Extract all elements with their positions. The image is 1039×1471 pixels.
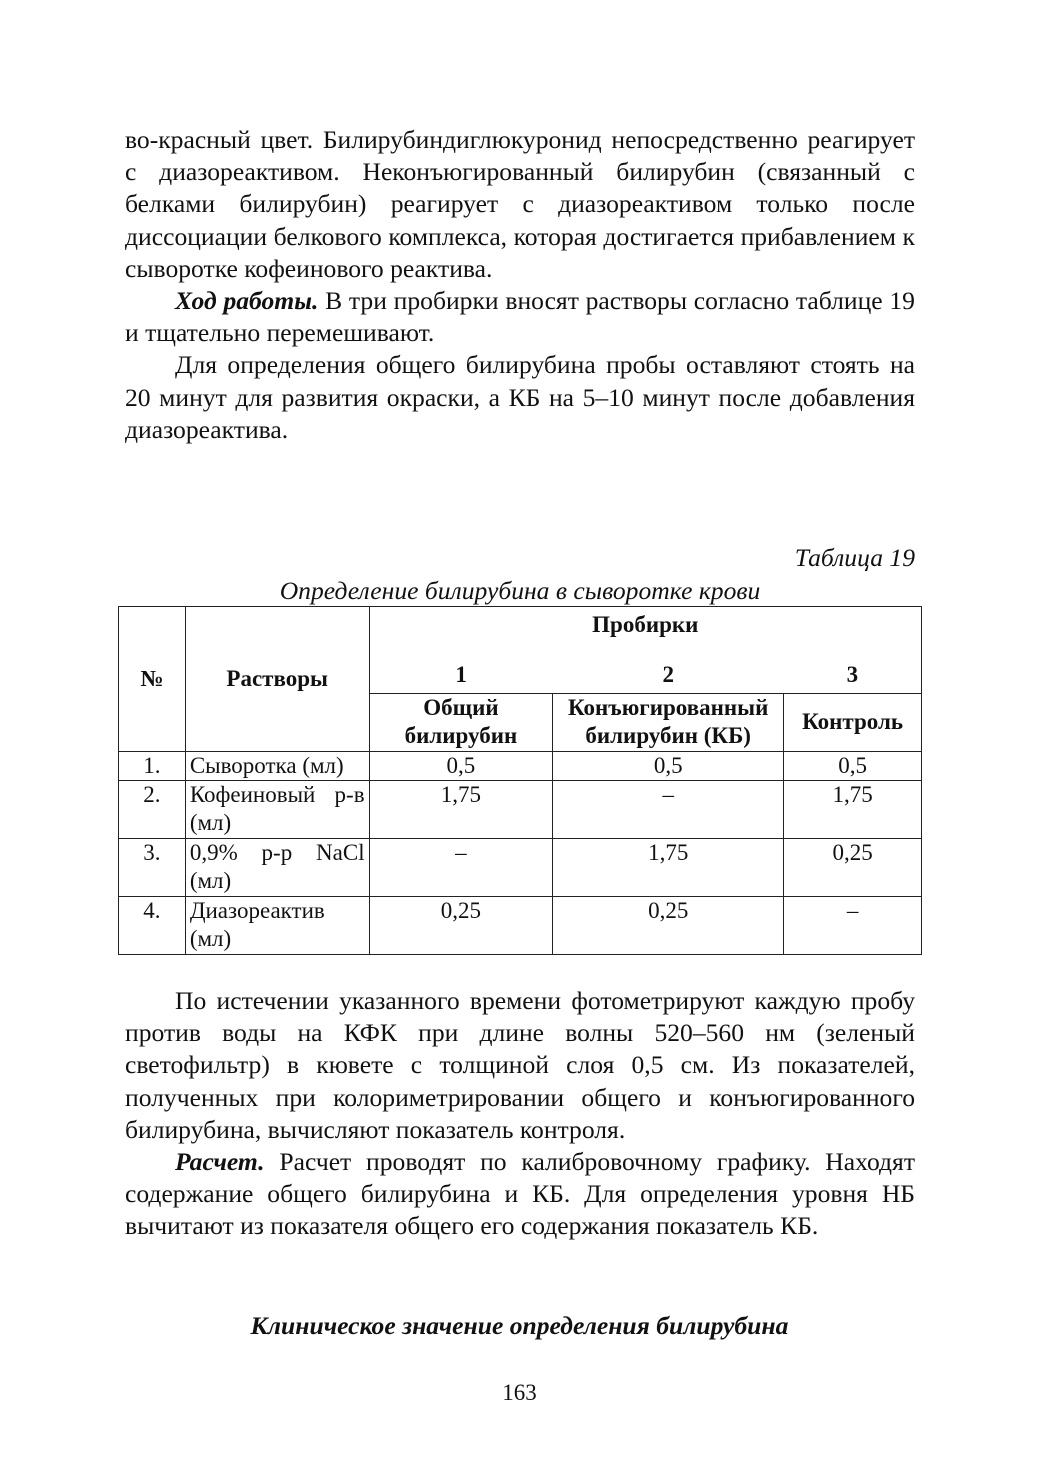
table-row xyxy=(119,780,922,838)
bottom-text-block xyxy=(125,985,915,1243)
paragraph-reaction: во-красный цвет. Билирубиндиглюкуронид непосредственно реагирует с диазореактивом. Неконъюгированный билирубин (связанный с белками билирубин) реагирует с диазореактивом только после диссоциации белкового комплекса, которая достигается прибавлением к сыворотке кофеинового реактива. xyxy=(125,125,915,283)
row-value-tube-1: 0,25 xyxy=(369,896,553,954)
header-number: № xyxy=(119,607,186,752)
row-number: 3. xyxy=(119,838,186,896)
table-number-label: Таблица 19 xyxy=(794,543,915,572)
row-solution: Сыворотка (мл) xyxy=(185,751,369,780)
page-number: 163 xyxy=(502,1380,537,1405)
table-row xyxy=(119,838,922,896)
paragraph-procedure xyxy=(125,285,915,349)
row-value-tube-1: – xyxy=(369,838,553,896)
row-solution: Кофеиновый р-в (мл) xyxy=(185,780,369,838)
row-value-tube-2: 0,25 xyxy=(553,896,784,954)
procedure-heading: Ход работы. xyxy=(175,286,319,316)
section-subheading: Клиническое значение определения билирубина xyxy=(250,1311,789,1340)
row-value-tube-3: 0,5 xyxy=(784,751,922,780)
row-value-tube-3: – xyxy=(784,896,922,954)
header-control: Контроль xyxy=(784,693,922,751)
table-row xyxy=(119,896,922,954)
calculation-text: Расчет проводят по калибровочному графику. Находят содержание общего билирубина и КБ. Для определения уровня НБ вычитают из показателя общего его содержания показатель КБ. xyxy=(125,1147,915,1241)
table-row xyxy=(119,751,922,780)
row-value-tube-2: 0,5 xyxy=(553,751,784,780)
bilirubin-table xyxy=(118,606,922,955)
row-number: 4. xyxy=(119,896,186,954)
procedure-text: В три пробирки вносят растворы согласно таблице 19 и тщательно перемешивают. xyxy=(125,286,915,348)
paragraph-incubation: Для определения общего билирубина пробы оставляют стоять на 20 минут для развития окраски, а КБ на 5–10 минут после добавления диазореактива. xyxy=(125,350,915,444)
row-solution: Диазореактив (мл) xyxy=(185,896,369,954)
header-solutions: Растворы xyxy=(185,607,369,752)
row-value-tube-1: 0,5 xyxy=(369,751,553,780)
header-tubes: Пробирки xyxy=(369,607,921,693)
row-value-tube-3: 1,75 xyxy=(784,780,922,838)
row-value-tube-3: 0,25 xyxy=(784,838,922,896)
header-tube-3: 3 xyxy=(846,661,859,687)
top-text-block xyxy=(125,124,915,446)
paragraph-calculation xyxy=(125,1146,915,1243)
row-solution: 0,9% р-р NaCl (мл) xyxy=(185,838,369,896)
table-caption: Определение билирубина в сыворотке крови xyxy=(279,576,761,605)
row-value-tube-1: 1,75 xyxy=(369,780,553,838)
header-tube-1: 1 xyxy=(455,661,467,687)
calculation-heading: Расчет. xyxy=(175,1147,265,1177)
row-value-tube-2: – xyxy=(553,780,784,838)
row-number: 2. xyxy=(119,780,186,838)
header-total-bilirubin: Общий билирубин xyxy=(369,693,553,751)
row-value-tube-2: 1,75 xyxy=(553,838,784,896)
header-tube-2: 2 xyxy=(662,661,674,687)
paragraph-photometry: По истечении указанного времени фотометрируют каждую пробу против воды на КФК при длине волны 520–560 нм (зеленый светофильтр) в кювете с толщиной слоя 0,5 см. Из показателей, полученных при колориметрировании общего и конъюгированного билирубина, вычисляют показатель контроля. xyxy=(125,986,915,1144)
row-number: 1. xyxy=(119,751,186,780)
header-conjugated-bilirubin: Конъюгированный билирубин (КБ) xyxy=(553,693,784,751)
